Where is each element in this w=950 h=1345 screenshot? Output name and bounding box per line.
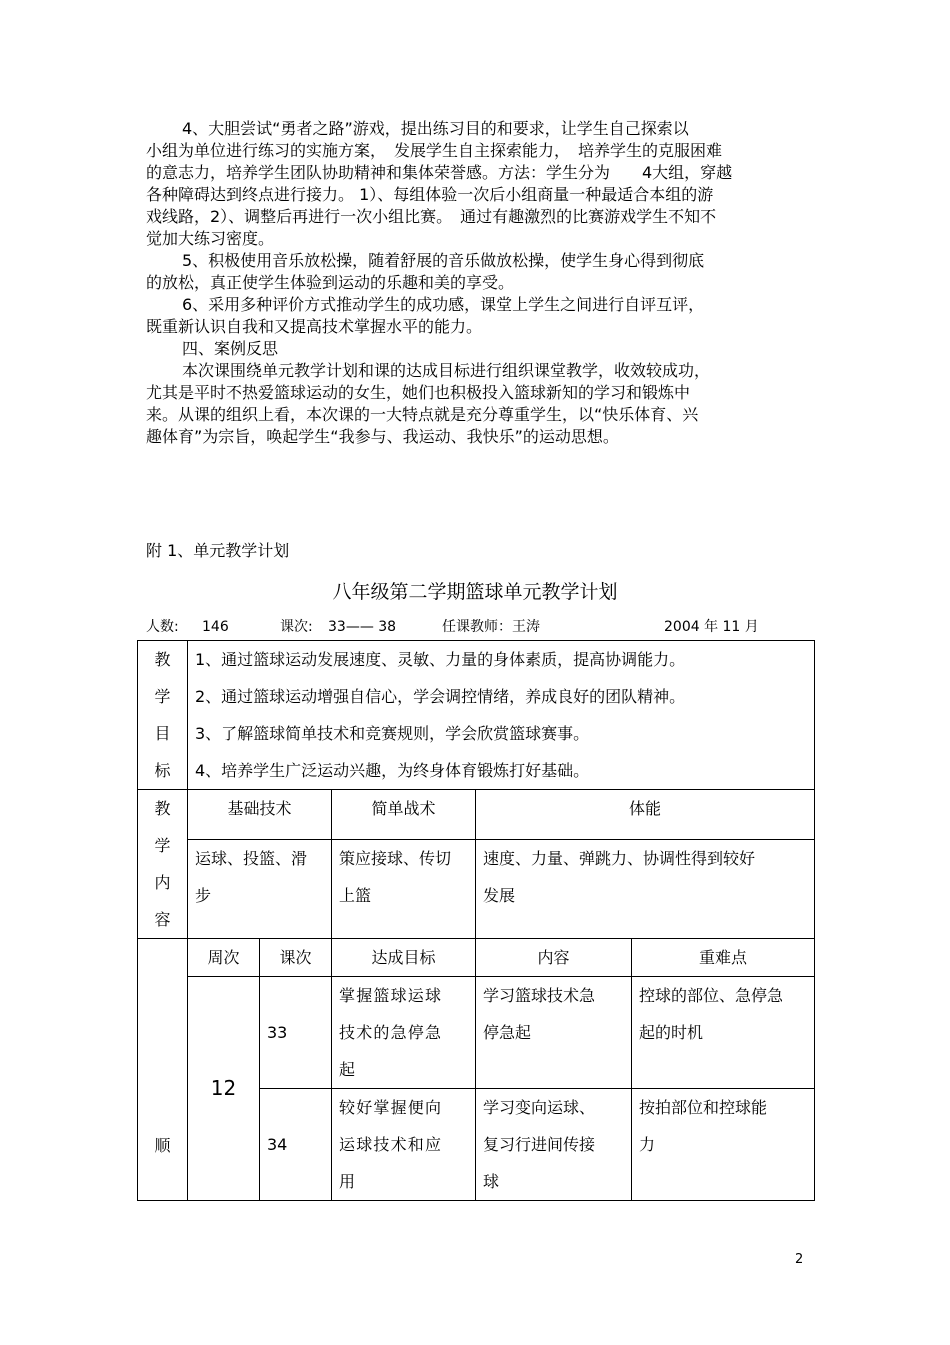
- schedule-label: 顺: [138, 939, 188, 1201]
- lesson-key-points: 控球的部位、急停急 起的时机: [632, 977, 815, 1089]
- lessons-label: 课次:: [280, 619, 313, 635]
- plan-title: 八年级第二学期篮球单元教学计划: [332, 581, 618, 603]
- paragraph-6: 6、采用多种评价方式推动学生的成功感，课堂上学生之间进行自评互评， 既重新认识自我和又提高技术掌握水平的能力。: [146, 295, 705, 336]
- unit-plan-table: [137, 640, 815, 1201]
- goals-label: 教 学 目 标: [138, 641, 188, 790]
- lesson-row: [138, 977, 815, 1089]
- content-simple-tactics: 策应接球、传切 上篮: [332, 840, 476, 939]
- header-lesson: 课次: [260, 939, 332, 977]
- paragraph-4: 4、大胆尝试“勇者之路”游戏，提出练习目的和要求，让学生自己探索以 小组为单位进行练习的实施方案， 发展学生自主探索能力， 培养学生的克服困难 的意志力，培养学生团队协助精神和集体荣誉感。方法：学生分为 4大组，穿越 各种障碍达到终点进行接力。 1）、每组体验一次后小组商量一种最适合本组的游 戏线路，2）、调整后再进行一次小组比赛。 通过有趣激烈的比赛游戏学生不知不 觉加大练习密度。: [146, 119, 733, 248]
- header-basic-skills: 基础技术: [188, 790, 332, 840]
- lessons-value: 33—— 38: [328, 619, 397, 635]
- header-target: 达成目标: [332, 939, 476, 977]
- header-key-points: 重难点: [632, 939, 815, 977]
- goals-row: [138, 641, 815, 790]
- lesson-content: 学习变向运球、 复习行进间传接 球: [476, 1089, 632, 1201]
- schedule-header-row: [138, 939, 815, 977]
- goal-item: 2、通过篮球运动增强自信心，学会调控情绪，养成良好的团队精神。: [195, 687, 686, 706]
- people-label: 人数:: [146, 619, 179, 635]
- paragraph-5: 5、积极使用音乐放松操，随着舒展的音乐做放松操，使学生身心得到彻底 的放松，真正使学生体验到运动的乐趣和美的享受。: [146, 251, 705, 292]
- section-heading-reflection: 四、案例反思: [182, 339, 279, 358]
- goals-list: [188, 641, 815, 790]
- header-fitness: 体能: [476, 790, 815, 840]
- header-simple-tactics: 简单战术: [332, 790, 476, 840]
- header-content: 内容: [476, 939, 632, 977]
- lesson-target: 掌握篮球运球 技术的急停急 起: [332, 977, 476, 1089]
- lesson-number: 33: [260, 977, 332, 1089]
- appendix-label: 附 1、单元教学计划: [146, 541, 290, 560]
- lesson-target: 较好掌握便向 运球技术和应 用: [332, 1089, 476, 1201]
- people-value: 146: [202, 619, 229, 635]
- content-row: [138, 840, 815, 939]
- teacher-label: 任课教师：王涛: [442, 619, 540, 635]
- content-fitness: 速度、力量、弹跳力、协调性得到较好 发展: [476, 840, 815, 939]
- lesson-key-points: 按拍部位和控球能 力: [632, 1089, 815, 1201]
- goal-item: 1、通过篮球运动发展速度、灵敏、力量的身体素质，提高协调能力。: [195, 650, 686, 669]
- plan-info-row: [146, 617, 816, 637]
- content-basic-skills: 运球、投篮、滑 步: [188, 840, 332, 939]
- paragraph-reflection: 本次课围绕单元教学计划和课的达成目标进行组织课堂教学，收效较成功， 尤其是平时不热爱篮球运动的女生，她们也积极投入篮球新知的学习和锻炼中 来。从课的组织上看，本次课的一大特点就是充分尊重学生，以“快乐体育、兴 趣体育”为宗旨，唤起学生“我参与、我运动、我快乐”的运动思想。: [146, 361, 711, 446]
- body-text: [146, 118, 816, 448]
- header-week: 周次: [188, 939, 260, 977]
- page-number: 2: [795, 1252, 804, 1267]
- goal-item: 4、培养学生广泛运动兴趣，为终身体育锻炼打好基础。: [195, 761, 590, 780]
- goal-item: 3、了解篮球简单技术和竞赛规则，学会欣赏篮球赛事。: [195, 724, 590, 743]
- content-header-row: [138, 790, 815, 840]
- plan-date: 2004 年 11 月: [664, 619, 759, 635]
- content-label: 教 学 内 容: [138, 790, 188, 939]
- lesson-content: 学习篮球技术急 停急起: [476, 977, 632, 1089]
- lesson-number: 34: [260, 1089, 332, 1201]
- week-number: 12: [188, 977, 260, 1201]
